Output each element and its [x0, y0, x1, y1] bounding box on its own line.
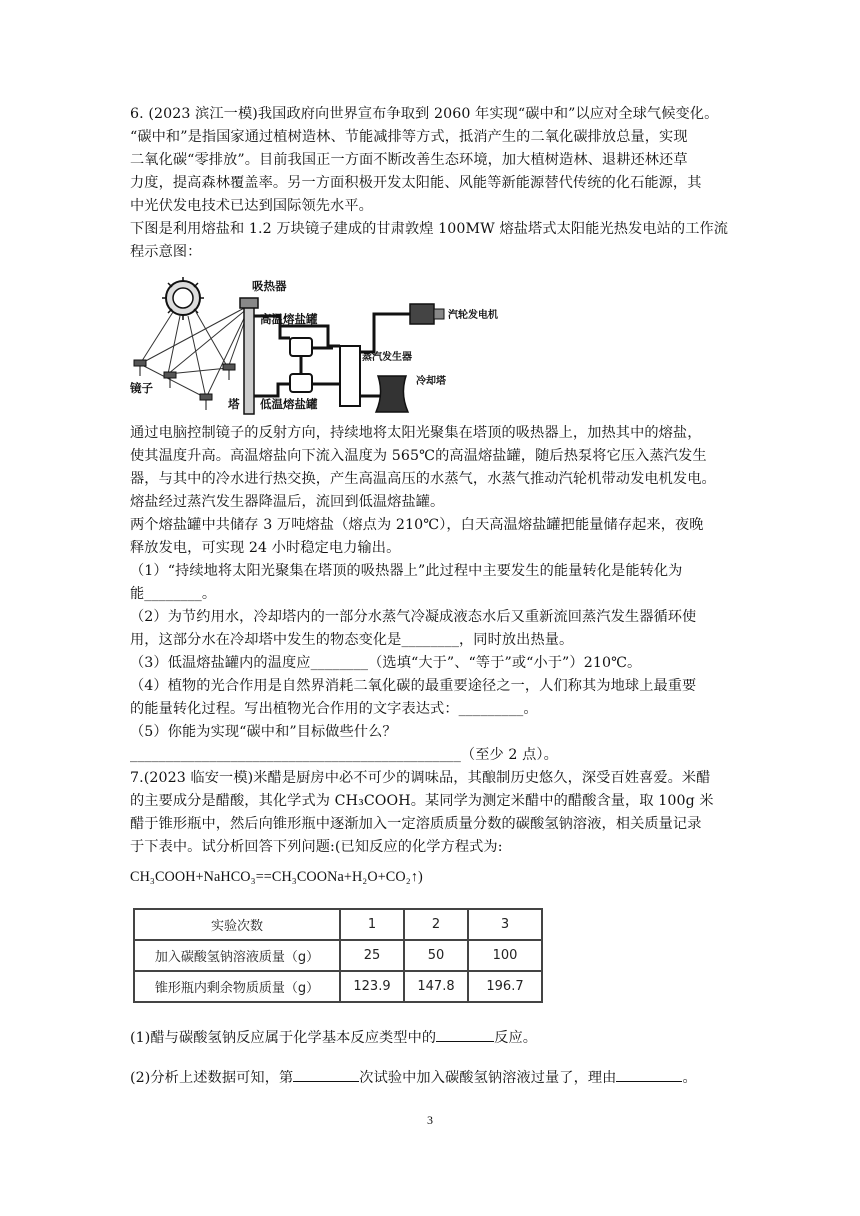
steam-generator — [340, 346, 360, 406]
label-cold-tank: 低温熔盐罐 — [260, 397, 318, 411]
q6-body-2: 使其温度升高。高温熔盐向下流入温度为 565℃的高温熔盐罐，随后热泵将它压入蒸汽发生 — [130, 448, 707, 464]
table-cell: 147.8 — [404, 971, 468, 1002]
q7-sub-1-post: 反应。 — [494, 1030, 538, 1046]
q7-sub-2-pre: (2)分析上述数据可知，第 — [130, 1070, 294, 1086]
label-mirror: 镜子 — [130, 381, 153, 395]
table-row — [134, 971, 542, 1002]
table-cell: 50 — [404, 940, 468, 971]
label-tower: 塔 — [228, 397, 240, 411]
hot-tank — [290, 338, 312, 356]
table-header-cell: 1 — [340, 909, 404, 940]
answer-blank — [293, 1067, 359, 1082]
q6-body-1: 通过电脑控制镜子的反射方向，持续地将太阳光聚集在塔顶的吸热器上，加热其中的熔盐， — [130, 425, 702, 441]
q7-line-2: 的主要成分是醋酸，其化学式为 CH₃COOH。某同学为测定米醋中的醋酸含量，取 100g 米 — [130, 793, 714, 809]
q6-line-1: 6. (2023 滨江一模)我国政府向世界宣布争取到 2060 年实现“碳中和”以应对全球气候变化。 — [130, 106, 719, 122]
q6-body-6: 释放发电，可实现 24 小时稳定电力输出。 — [130, 540, 401, 556]
q7-sub-2 — [130, 1067, 740, 1089]
label-absorber: 吸热器 — [252, 279, 287, 293]
q6-sub-5b: ______________________________________________（至少 2 点）。 — [130, 747, 558, 763]
table-cell: 锥形瓶内剩余物质质量（g） — [134, 971, 340, 1002]
q7-sub-1 — [130, 1027, 740, 1049]
q6-line-3: 二氧化碳“零排放”。目前我国正一方面不断改善生态环境，加大植树造林、退耕还林还草 — [130, 152, 688, 168]
sun-icon — [162, 277, 204, 320]
q6-sub-1: （1）“持续地将太阳光聚集在塔顶的吸热器上”此过程中主要发生的能量转化是能转化为 — [130, 563, 683, 579]
q6-line-7: 程示意图： — [130, 244, 202, 260]
label-steam-gen: 蒸汽发生器 — [362, 352, 412, 363]
q7-line-4: 于下表中。试分析回答下列问题:(已知反应的化学方程式为: — [130, 839, 503, 855]
table-header-cell: 3 — [468, 909, 542, 940]
q6-body-4: 熔盐经过蒸汽发生器降温后，流回到低温熔盐罐。 — [130, 494, 445, 510]
table-cell: 100 — [468, 940, 542, 971]
q7-line-3: 醋于锥形瓶中，然后向锥形瓶中逐渐加入一定溶质质量分数的碳酸氢钠溶液，相关质量记录 — [130, 816, 702, 832]
turbine-icon — [410, 304, 444, 324]
q7-sub-2-post: 。 — [682, 1070, 697, 1086]
table-row — [134, 940, 542, 971]
q7-equation: CH₃COOH+NaHCO₃==CH₃COONa+H₂O+CO₂↑) — [130, 869, 423, 885]
q6-sub-4b: 的能量转化过程。写出植物光合作用的文字表达式：_________。 — [130, 701, 538, 717]
cold-tank — [290, 374, 312, 392]
table-header-cell: 实验次数 — [134, 909, 340, 940]
table-cell: 123.9 — [340, 971, 404, 1002]
power-station-diagram — [128, 276, 498, 416]
q6-sub-2: （2）为节约用水，冷却塔内的一部分水蒸气冷凝成液态水后又重新流回蒸汽发生器循环使 — [130, 609, 697, 625]
label-hot-tank: 高温熔盐罐 — [260, 312, 318, 326]
q6-sub-4: （4）植物的光合作用是自然界消耗二氧化碳的最重要途径之一，人们称其为地球上最重要 — [130, 678, 697, 694]
table-cell: 加入碳酸氢钠溶液质量（g） — [134, 940, 340, 971]
cooling-tower — [376, 376, 408, 412]
absorber — [240, 298, 258, 308]
q6-body-5: 两个熔盐罐中共储存 3 万吨熔盐（熔点为 210℃），白天高温熔盐罐把能量储存起来，夜晚 — [130, 517, 704, 533]
label-cooling: 冷却塔 — [416, 376, 446, 387]
table-cell: 25 — [340, 940, 404, 971]
answer-blank — [616, 1067, 682, 1082]
q7-sub-1-pre: (1)醋与碳酸氢钠反应属于化学基本反应类型中的 — [130, 1030, 437, 1046]
q7-sub-2-mid: 次试验中加入碳酸氢钠溶液过量了，理由 — [359, 1070, 617, 1086]
q6-line-6: 下图是利用熔盐和 1.2 万块镜子建成的甘肃敦煌 100MW 熔盐塔式太阳能光热发电站的工作流 — [130, 221, 729, 237]
page-number: 3 — [427, 1113, 433, 1127]
q7-line-1: 7.(2023 临安一模)米醋是厨房中必不可少的调味品，其酿制历史悠久，深受百姓喜爱。米醋 — [130, 770, 711, 786]
q6-line-5: 中光伏发电技术已达到国际领先水平。 — [130, 198, 373, 214]
q6-sub-3: （3）低温熔盐罐内的温度应________（选填“大于”、“等于”或“小于”）210℃。 — [130, 655, 642, 671]
answer-blank — [436, 1027, 494, 1042]
table-row — [134, 909, 542, 940]
table-header-cell: 2 — [404, 909, 468, 940]
table-cell: 196.7 — [468, 971, 542, 1002]
label-turbine: 汽轮发电机 — [448, 310, 498, 321]
q6-sub-2b: 用，这部分水在冷却塔中发生的物态变化是________，同时放出热量。 — [130, 632, 574, 648]
q6-line-4: 力度，提高森林覆盖率。另一方面积极开发太阳能、风能等新能源替代传统的化石能源，其 — [130, 175, 702, 191]
q6-line-2: “碳中和”是指国家通过植树造林、节能减排等方式，抵消产生的二氧化碳排放总量，实现 — [130, 129, 688, 145]
q6-sub-1b: 能________。 — [130, 586, 217, 602]
tower — [244, 304, 254, 414]
data-table — [133, 908, 543, 1003]
q6-body-3: 器，与其中的冷水进行热交换，产生高温高压的水蒸气，水蒸气推动汽轮机带动发电机发电。 — [130, 471, 716, 487]
q6-sub-5: （5）你能为实现“碳中和”目标做些什么？ — [130, 724, 397, 740]
